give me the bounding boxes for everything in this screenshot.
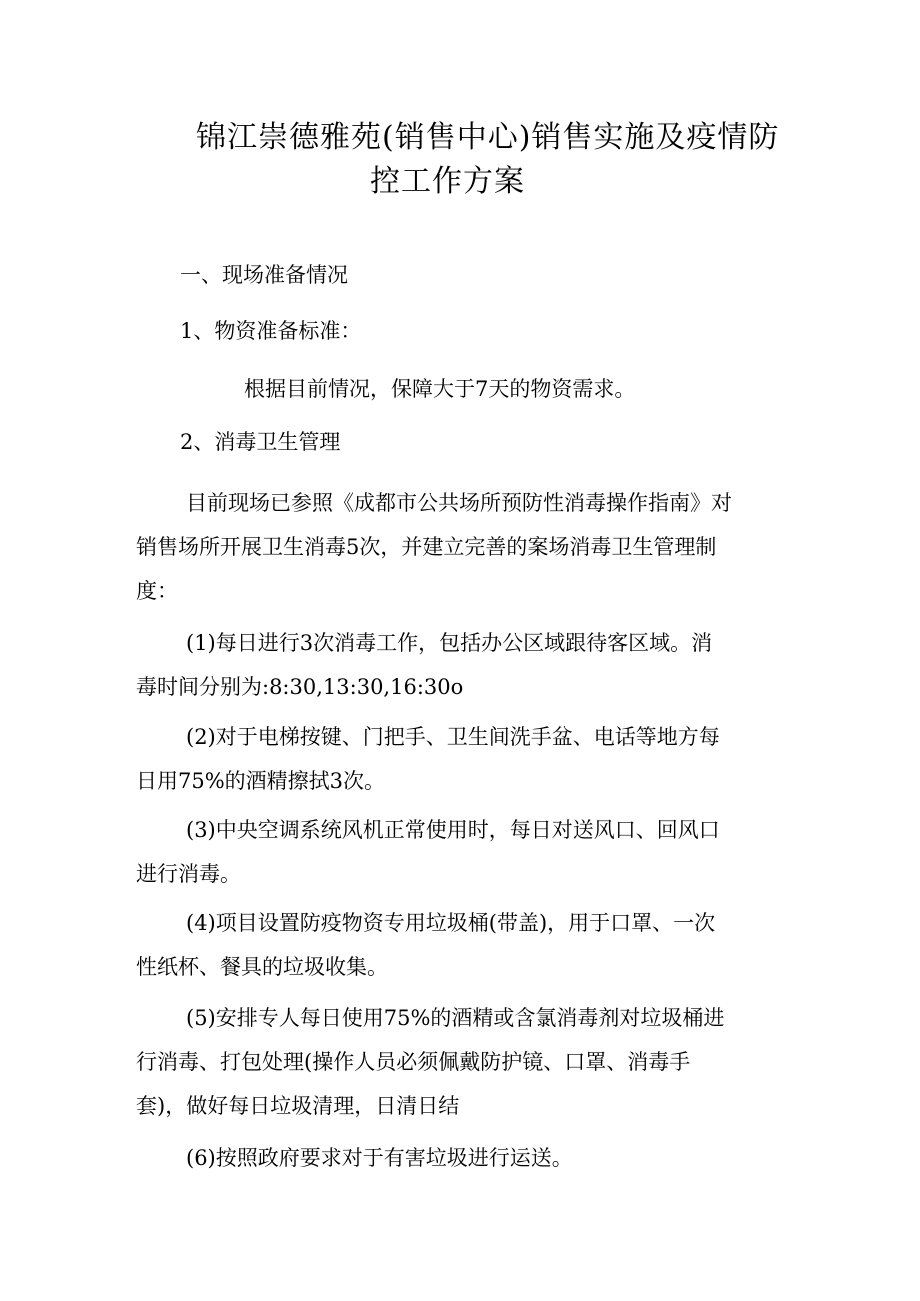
- paragraph-line: 目前现场已参照《成都市公共场所预防性消毒操作指南》对: [186, 491, 732, 515]
- list-item-6: (6)按照政府要求对于有害垃圾进行运送。: [186, 1146, 573, 1170]
- paragraph-line: 行消毒、打包处理(操作人员必须佩戴防护镜、口罩、消毒手: [136, 1050, 691, 1074]
- paragraph-line: (4)项目设置防疫物资专用垃圾桶(带盖)，用于口罩、一次: [186, 911, 716, 935]
- section-heading-1: 一、现场准备情况: [180, 263, 348, 287]
- title-line-2: 控工作方案: [370, 164, 525, 199]
- document-title: [196, 116, 796, 204]
- paragraph-line: 性纸杯、餐具的垃圾收集。: [136, 955, 388, 979]
- paragraph-line: 毒时间分别为:8:30,13:30,16:30o: [136, 675, 464, 699]
- title-line-1: 锦江崇德雅苑(销售中心)销售实施及疫情防: [196, 120, 780, 155]
- paragraph-intro: [136, 481, 786, 613]
- list-item-3: [136, 808, 786, 896]
- paragraph-line: (3)中央空调系统风机正常使用时，每日对送风口、回风口: [186, 818, 720, 842]
- list-item-5: [136, 996, 786, 1128]
- paragraph-line: (1)每日进行3次消毒工作，包括办公区域跟待客区域。消: [186, 631, 713, 655]
- subheading-1: 1、物资准备标准：: [180, 319, 362, 343]
- subheading-2: 2、消毒卫生管理: [180, 430, 341, 454]
- paragraph-line: (2)对于电梯按键、门把手、卫生间洗手盆、电话等地方每: [186, 725, 720, 749]
- paragraph-line: 度：: [136, 579, 178, 603]
- paragraph-line: 销售场所开展卫生消毒5次，并建立完善的案场消毒卫生管理制: [136, 535, 717, 559]
- paragraph-line: 日用75%的酒精擦拭3次。: [136, 769, 386, 793]
- paragraph-line: 套)，做好每日垃圾清理，日清日结: [136, 1094, 460, 1118]
- list-item-1: [136, 621, 786, 709]
- paragraph-line: 进行消毒。: [136, 862, 241, 886]
- list-item-2: [136, 715, 786, 803]
- paragraph-supplies: 根据目前情况，保障大于7天的物资需求。: [244, 377, 636, 401]
- paragraph-line: (5)安排专人每日使用75%的酒精或含氯消毒剂对垃圾桶进: [186, 1006, 725, 1030]
- list-item-4: [136, 901, 786, 989]
